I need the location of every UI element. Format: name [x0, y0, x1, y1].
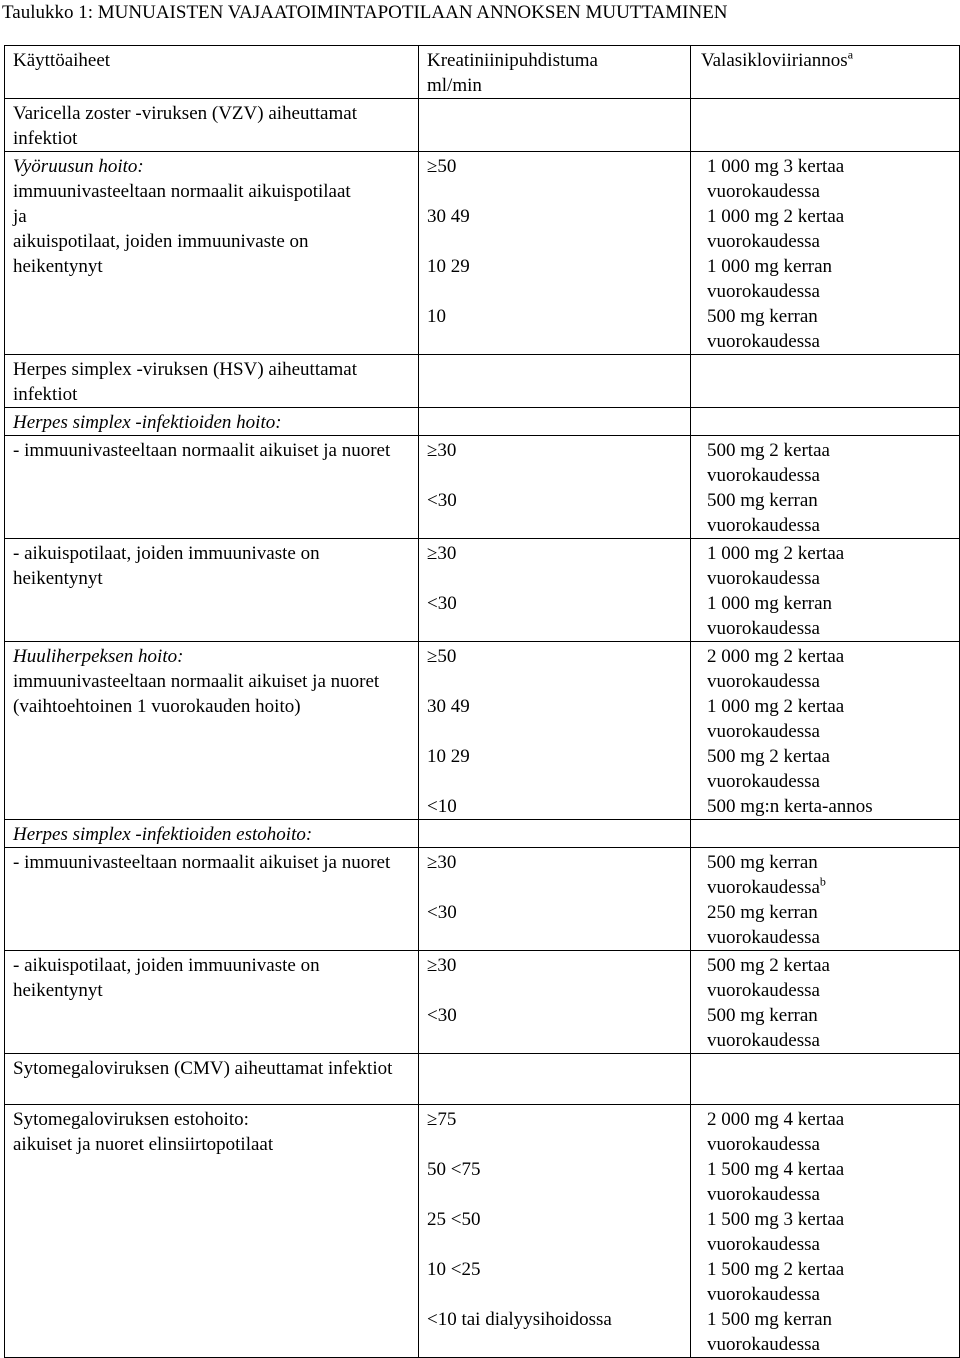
header-clearance-unit: ml/min	[427, 75, 482, 96]
clearance-value: <10 tai dialyysihoidossa	[427, 1309, 612, 1330]
dose-unit: vuorokaudessa	[707, 281, 820, 302]
dose-unit: vuorokaudessa	[707, 331, 820, 352]
hsv-treat-weak-clearance	[419, 539, 691, 642]
dose-unit: vuorokaudessa	[707, 465, 820, 486]
table-row	[5, 152, 960, 355]
hsv-lip-title: Huuliherpeksen hoito:	[13, 646, 184, 667]
dose-unit: vuorokaudessa	[707, 1234, 820, 1255]
empty-cell	[691, 355, 960, 408]
empty-cell	[419, 355, 691, 408]
clearance-value: 30 49	[427, 206, 470, 227]
vzv-indication	[5, 152, 419, 355]
dose-value: 2 000 mg 2 kertaa	[707, 646, 845, 667]
dose-value: 1 500 mg 4 kertaa	[707, 1159, 845, 1180]
hsv-treat-weak-dose	[691, 539, 960, 642]
clearance-value: 10 29	[427, 746, 470, 767]
dose-value: 500 mg kerran	[707, 852, 818, 873]
dose-value: 500 mg kerran	[707, 490, 818, 511]
clearance-value: ≥30	[427, 852, 457, 873]
hsv-lip-clearance	[419, 642, 691, 820]
table-row	[5, 436, 960, 539]
clearance-value: <30	[427, 1005, 457, 1026]
dose-unit-with-footnote	[699, 875, 951, 900]
vzv-treatment-title: Vyöruusun hoito:	[13, 156, 144, 177]
empty-cell	[419, 1054, 691, 1105]
hsv-lip-dose	[691, 642, 960, 820]
dose-adjustment-table	[4, 45, 960, 1358]
section-heading-hsv	[5, 355, 419, 408]
dose-unit: vuorokaudessa	[707, 1030, 820, 1051]
dose-value: 1 500 mg 3 kertaa	[707, 1209, 845, 1230]
empty-cell	[691, 99, 960, 152]
dose-value: 1 000 mg 3 kertaa	[707, 156, 845, 177]
hsv-prev-normal	[5, 848, 419, 951]
dose-unit: vuorokaudessa	[707, 1184, 820, 1205]
dose-unit: vuorokaudessa	[707, 877, 820, 898]
dose-value: 2 000 mg 4 kertaa	[707, 1109, 845, 1130]
clearance-value: ≥30	[427, 955, 457, 976]
header-indications	[5, 46, 419, 99]
dose-unit: vuorokaudessa	[707, 568, 820, 589]
dose-unit: vuorokaudessa	[707, 927, 820, 948]
hsv-prev-weak-clearance	[419, 951, 691, 1054]
dose-unit: vuorokaudessa	[707, 1134, 820, 1155]
hsv-prev-normal-dose	[691, 848, 960, 951]
clearance-value: 50 <75	[427, 1159, 481, 1180]
hsv-lip	[5, 642, 419, 820]
dose-unit: vuorokaudessa	[707, 231, 820, 252]
empty-cell	[691, 1054, 960, 1105]
dose-value: 1 500 mg 2 kertaa	[707, 1259, 845, 1280]
dose-value: 500 mg kerran	[707, 306, 818, 327]
vzv-clearance-cell	[419, 152, 691, 355]
dose-unit: vuorokaudessa	[707, 671, 820, 692]
table-row	[5, 539, 960, 642]
hsv-prev-normal-clearance	[419, 848, 691, 951]
hsv-prev-weak-text: - aikuispotilaat, joiden immuunivaste on heikentynyt	[13, 955, 320, 1001]
clearance-value: 10	[427, 306, 446, 327]
vzv-line: heikentynyt	[13, 256, 103, 277]
clearance-value: ≥75	[427, 1109, 457, 1130]
dose-value: 250 mg kerran	[707, 902, 818, 923]
hsv-treat-normal	[5, 436, 419, 539]
clearance-value: ≥50	[427, 646, 457, 667]
hsv-treatment-title: Herpes simplex -infektioiden hoito:	[13, 412, 282, 433]
dose-value: 500 mg:n kerta-annos	[707, 796, 873, 817]
table-row	[5, 642, 960, 820]
clearance-value: <30	[427, 593, 457, 614]
header-dose-label: Valasikloviiriannos	[701, 50, 848, 71]
section-heading-cmv	[5, 1054, 419, 1105]
hsv-prevention-title-cell	[5, 820, 419, 848]
hsv-treat-normal-text: - immuunivasteeltaan normaalit aikuiset ja nuoret	[13, 440, 391, 461]
empty-cell	[419, 408, 691, 436]
empty-cell	[419, 99, 691, 152]
clearance-value: ≥50	[427, 156, 457, 177]
cmv-prevention-title: Sytomegaloviruksen estohoito:	[13, 1109, 249, 1130]
dose-unit: vuorokaudessa	[707, 721, 820, 742]
dose-value: 500 mg 2 kertaa	[707, 746, 830, 767]
table-row	[5, 408, 960, 436]
clearance-value: ≥30	[427, 543, 457, 564]
header-dose	[691, 46, 960, 99]
hsv-prevention-title: Herpes simplex -infektioiden estohoito:	[13, 824, 313, 845]
dose-value: 500 mg 2 kertaa	[707, 440, 830, 461]
clearance-value: 25 <50	[427, 1209, 481, 1230]
clearance-value: 30 49	[427, 696, 470, 717]
empty-cell	[419, 820, 691, 848]
table-row	[5, 355, 960, 408]
hsv-treat-weak-text: - aikuispotilaat, joiden immuunivaste on heikentynyt	[13, 543, 320, 589]
cmv-dose	[691, 1105, 960, 1358]
hsv-lip-text: immuunivasteeltaan normaalit aikuiset ja nuoret (vaihtoehtoinen 1 vuorokauden hoito)	[13, 671, 380, 717]
hsv-treatment-title-cell	[5, 408, 419, 436]
header-clearance-label: Kreatiniinipuhdistuma	[427, 50, 598, 71]
clearance-value: 10 29	[427, 256, 470, 277]
vzv-line: aikuispotilaat, joiden immuunivaste on	[13, 231, 309, 252]
section-heading-vzv	[5, 99, 419, 152]
cmv-indication	[5, 1105, 419, 1358]
dose-unit: vuorokaudessa	[707, 1284, 820, 1305]
page-title: Taulukko 1: MUNUAISTEN VAJAATOIMINTAPOTILAAN ANNOKSEN MUUTTAMINEN	[2, 2, 728, 23]
header-clearance	[419, 46, 691, 99]
hsv-treat-normal-dose	[691, 436, 960, 539]
vzv-dose-cell	[691, 152, 960, 355]
table-row	[5, 848, 960, 951]
dose-value: 1 000 mg kerran	[707, 256, 833, 277]
cmv-clearance	[419, 1105, 691, 1358]
header-indications-label: Käyttöaiheet	[13, 50, 111, 71]
header-dose-footnote: a	[847, 47, 854, 62]
hsv-prev-weak	[5, 951, 419, 1054]
table-row	[5, 1105, 960, 1358]
dose-unit: vuorokaudessa	[707, 618, 820, 639]
hsv-prev-normal-text: - immuunivasteeltaan normaalit aikuiset ja nuoret	[13, 852, 391, 873]
dose-unit: vuorokaudessa	[707, 515, 820, 536]
dose-value: 500 mg kerran	[707, 1005, 818, 1026]
table-row	[5, 99, 960, 152]
dose-unit: vuorokaudessa	[707, 1334, 820, 1355]
cmv-heading: Sytomegaloviruksen (CMV) aiheuttamat infektiot	[13, 1058, 393, 1079]
empty-cell	[691, 408, 960, 436]
dose-unit: vuorokaudessa	[707, 980, 820, 1001]
clearance-value: <30	[427, 902, 457, 923]
dose-value: 1 000 mg 2 kertaa	[707, 206, 845, 227]
vzv-line: immuunivasteeltaan normaalit aikuispotilaat	[13, 181, 351, 202]
vzv-heading: Varicella zoster -viruksen (VZV) aiheuttamat infektiot	[13, 103, 357, 149]
table-row	[5, 951, 960, 1054]
dose-value: 500 mg 2 kertaa	[707, 955, 830, 976]
hsv-treat-normal-clearance	[419, 436, 691, 539]
table-row	[5, 820, 960, 848]
hsv-treat-weak	[5, 539, 419, 642]
hsv-prev-weak-dose	[691, 951, 960, 1054]
vzv-line: ja	[13, 206, 27, 227]
hsv-heading: Herpes simplex -viruksen (HSV) aiheuttamat infektiot	[13, 359, 358, 405]
dose-value: 1 000 mg kerran	[707, 593, 833, 614]
dose-value: 1 000 mg 2 kertaa	[707, 696, 845, 717]
dose-value: 1 000 mg 2 kertaa	[707, 543, 845, 564]
dose-unit: vuorokaudessa	[707, 771, 820, 792]
clearance-value: ≥30	[427, 440, 457, 461]
dose-value: 1 500 mg kerran	[707, 1309, 833, 1330]
table-row	[5, 1054, 960, 1105]
clearance-value: 10 <25	[427, 1259, 481, 1280]
table-header-row	[5, 46, 960, 99]
empty-cell	[691, 820, 960, 848]
clearance-value: <10	[427, 796, 457, 817]
cmv-prevention-text: aikuiset ja nuoret elinsiirtopotilaat	[13, 1134, 274, 1155]
footnote-marker: b	[819, 874, 826, 889]
clearance-value: <30	[427, 490, 457, 511]
dose-unit: vuorokaudessa	[707, 181, 820, 202]
